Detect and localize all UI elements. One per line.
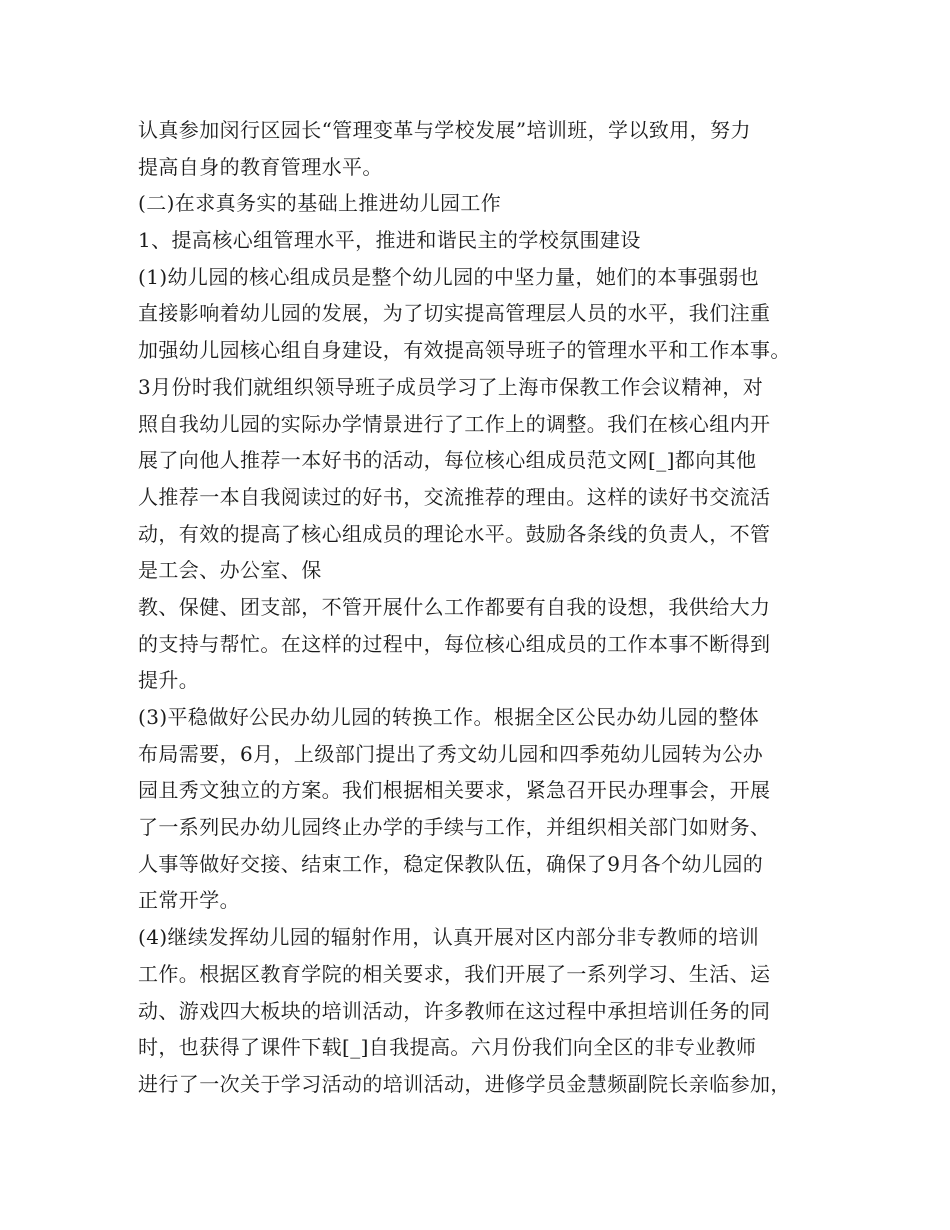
text-line: 认真参加闵行区园长“管理变革与学校发展”培训班，学以致用，努力 (138, 118, 751, 142)
text-line: 了一系列民办幼儿园终止办学的手续与工作，并组织相关部门如财务、 (138, 815, 771, 840)
text-line: 教、保健、团支部，不管开展什么工作都要有自我的设想，我供给大力 (138, 594, 771, 619)
document-body (138, 112, 838, 1103)
text-line: 布局需要，6月，上级部门提出了秀文幼儿园和四季苑幼儿园转为公办 (138, 741, 764, 766)
text-line: 提高自身的教育管理水平。 (138, 154, 383, 179)
text-line: 提升。 (138, 668, 200, 693)
text-line: 工作。根据区教育学院的相关要求，我们开展了一系列学习、生活、运 (138, 961, 771, 986)
text-line: 3月份时我们就组织领导班子成员学习了上海市保教工作会议精神，对 (138, 374, 764, 399)
text-line: 园且秀文独立的方案。我们根据相关要求，紧急召开民办理事会，开展 (138, 778, 771, 803)
section-heading: (二)在求真务实的基础上推进幼儿园工作 (138, 191, 502, 216)
text-line: 人事等做好交接、结束工作，稳定保教队伍，确保了9月各个幼儿园的 (138, 851, 764, 876)
text-line: 加强幼儿园核心组自身建设，有效提高领导班子的管理水平和工作本事。 (138, 338, 791, 363)
text-line: 直接影响着幼儿园的发展，为了切实提高管理层人员的水平，我们注重 (138, 301, 771, 326)
text-line: 动，有效的提高了核心组成员的理论水平。鼓励各条线的负责人，不管 (138, 521, 771, 546)
text-line: (4)继续发挥幼儿园的辐射作用，认真开展对区内部分非专教师的培训 (138, 925, 760, 950)
text-line: (3)平稳做好公民办幼儿园的转换工作。根据全区公民办幼儿园的整体 (138, 705, 760, 729)
text-line: 动、游戏四大板块的培训活动，许多教师在这过程中承担培训任务的同 (138, 998, 771, 1023)
text-line: 正常开学。 (138, 888, 240, 913)
text-line: (1)幼儿园的核心组成员是整个幼儿园的中坚力量，她们的本事强弱也 (138, 264, 760, 289)
text-line: 的支持与帮忙。在这样的过程中，每位核心组成员的工作本事不断得到 (138, 631, 771, 656)
text-line: 人推荐一本自我阅读过的好书，交流推荐的理由。这样的读好书交流活 (138, 484, 771, 509)
text-line: 时，也获得了课件下载[_]自我提高。六月份我们向全区的非专业教师 (138, 1035, 757, 1060)
text-line: 进行了一次关于学习活动的培训活动，进修学员金慧频副院长亲临参加， (138, 1071, 791, 1096)
text-line: 是工会、办公室、保 (138, 558, 322, 583)
text-line: 展了向他人推荐一本好书的活动，每位核心组成员范文网[_]都向其他 (138, 448, 757, 473)
text-line: 照自我幼儿园的实际办学情景进行了工作上的调整。我们在核心组内开 (138, 411, 771, 436)
subsection-heading: 1、提高核心组管理水平，推进和谐民主的学校氛围建设 (138, 228, 641, 253)
